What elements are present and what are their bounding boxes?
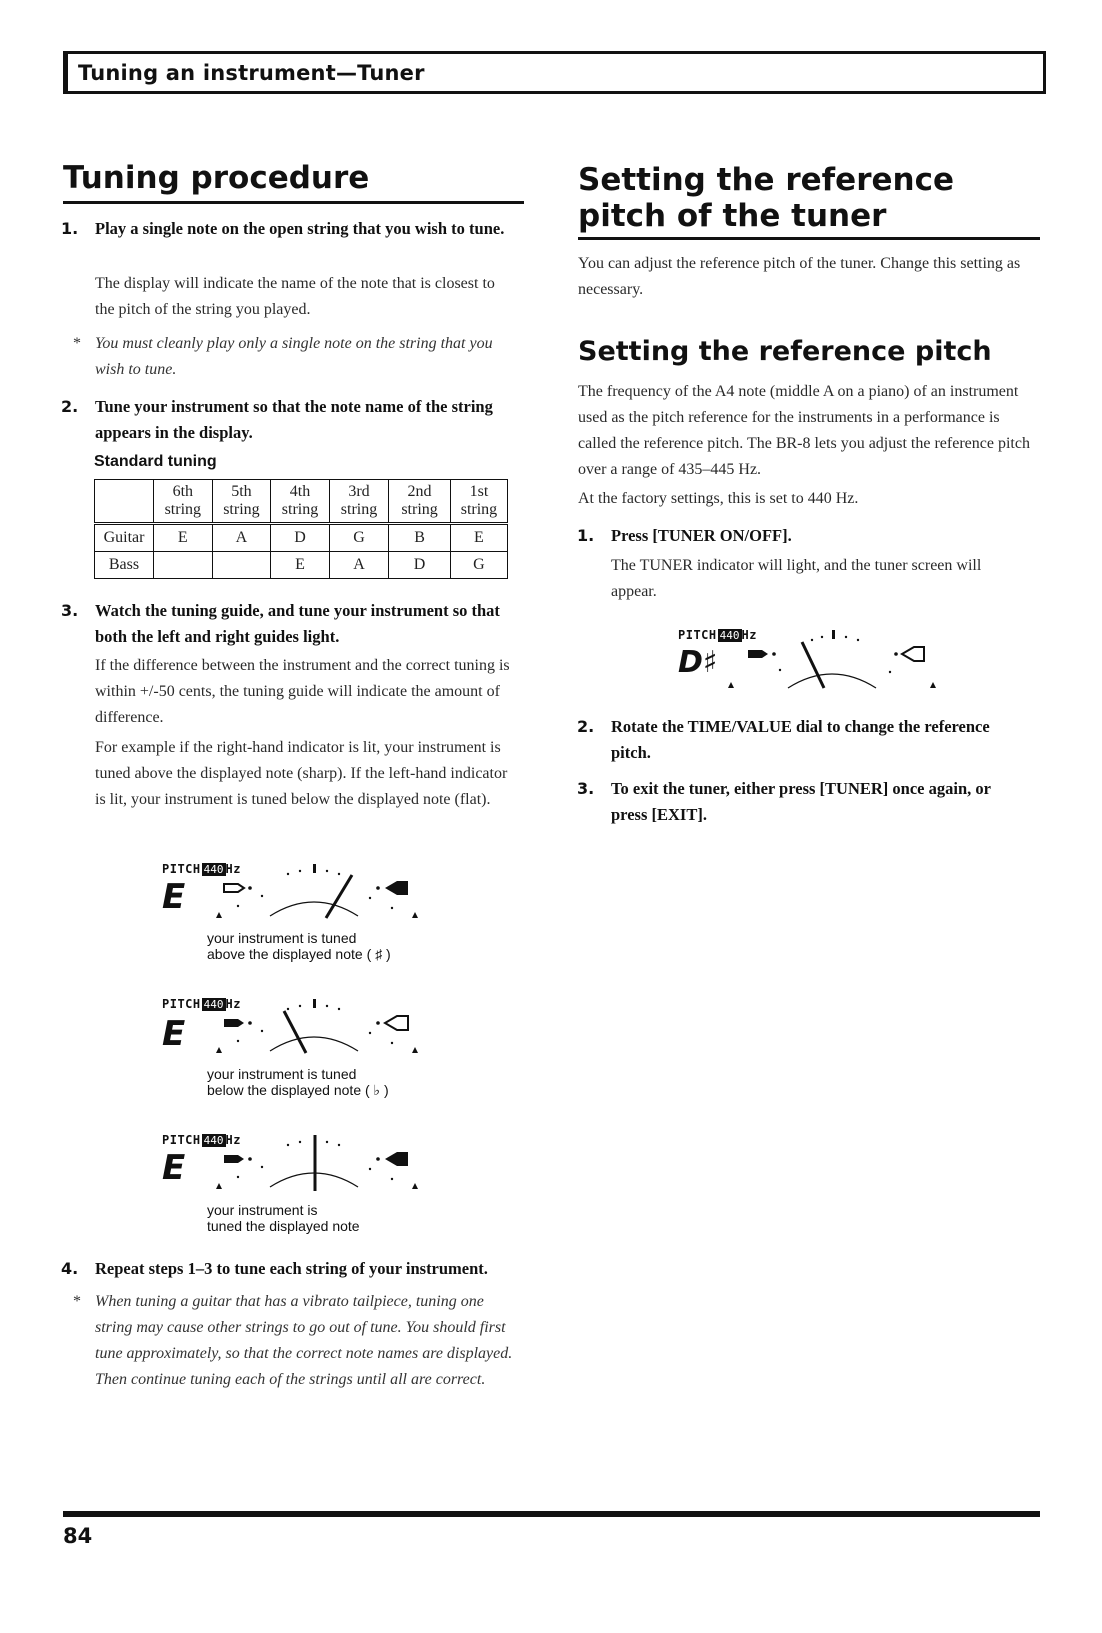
factory-setting-note: At the factory settings, this is set to 440 Hz. xyxy=(578,490,859,507)
footer-rule xyxy=(63,1511,1040,1517)
step-text: Tune your instrument so that the note name of the string appears in the display. xyxy=(95,397,493,442)
step-number: 3. xyxy=(61,601,79,620)
right-step-1-description: The TUNER indicator will light, and the tuner screen will appear. xyxy=(611,557,982,600)
tuning-guide-icon xyxy=(202,1129,432,1199)
table-cell: E xyxy=(271,552,330,579)
tuning-guide-icon xyxy=(202,858,432,928)
step-text: Rotate the TIME/VALUE dial to change the reference pitch. xyxy=(611,717,990,762)
tuner-note: E xyxy=(162,877,186,917)
table-cell xyxy=(154,552,213,579)
table-cell: Guitar xyxy=(95,524,154,552)
table-cell: D xyxy=(389,552,451,579)
table-cell: E xyxy=(450,524,507,552)
section-header-title: Tuning an instrument—Tuner xyxy=(78,61,425,85)
table-header-cell: 5th string xyxy=(212,480,271,524)
pitch-unit: Hz xyxy=(225,997,241,1011)
step-number: 2. xyxy=(577,717,595,736)
standard-tuning-heading: Standard tuning xyxy=(94,453,217,470)
tuner-note: D♯ xyxy=(678,645,718,680)
step-text: Press [TUNER ON/OFF]. xyxy=(611,526,792,545)
pitch-value: 440 xyxy=(203,998,224,1011)
tuner-note: E xyxy=(162,1014,186,1054)
pitch-label: PITCH xyxy=(162,997,201,1011)
tuner-caption-line2: tuned the displayed note xyxy=(207,1218,360,1234)
step-text: Watch the tuning guide, and tune your instrument so that both the left and right guides light. xyxy=(95,601,500,646)
pitch-unit: Hz xyxy=(225,1133,241,1147)
tuner-caption-line2: above the displayed note ( ♯ ) xyxy=(207,946,391,962)
right-step-3 xyxy=(577,776,1031,828)
pitch-value: 440 xyxy=(203,1134,224,1147)
step-number: 4. xyxy=(61,1259,79,1278)
table-header-cell: 4th string xyxy=(271,480,330,524)
tuner-caption-line2: below the displayed note ( ♭ ) xyxy=(207,1082,389,1098)
step-text: Play a single note on the open string that you wish to tune. xyxy=(95,219,505,238)
pitch-label: PITCH xyxy=(678,628,717,642)
table-header-cell: 1st string xyxy=(450,480,507,524)
standard-tuning-table xyxy=(94,479,508,579)
table-header-cell: 6th string xyxy=(154,480,213,524)
note-text: You must cleanly play only a single note on the string that you wish to tune. xyxy=(95,335,493,378)
page-number: 84 xyxy=(63,1524,93,1548)
table-cell xyxy=(212,552,271,579)
setting-reference-pitch-subtitle: Setting the reference pitch xyxy=(578,336,992,367)
step-number: 3. xyxy=(577,779,595,798)
step-number: 1. xyxy=(61,219,79,238)
right-step-2 xyxy=(577,714,1031,766)
table-cell: A xyxy=(212,524,271,552)
note-text: When tuning a guitar that has a vibrato tailpiece, tuning one string may cause other strings to go out of tune. You should first tune approximately, so that the correct note names are displayed. Then continue tuning each of the strings until all are correct. xyxy=(95,1293,513,1388)
note-asterisk: * xyxy=(73,1293,81,1310)
title-rule-right xyxy=(578,237,1040,240)
pitch-unit: Hz xyxy=(741,628,757,642)
step-number: 1. xyxy=(577,526,595,545)
step-3 xyxy=(61,598,525,650)
step-3-description-2: For example if the right-hand indicator is lit, your instrument is tuned above the displayed note (sharp). If the left-hand indicator is lit, your instrument is tuned below the displayed note (flat). xyxy=(95,739,508,808)
tuning-procedure-title: Tuning procedure xyxy=(63,160,370,196)
tuner-display-reference xyxy=(678,624,948,696)
table-row xyxy=(95,552,508,579)
step-1 xyxy=(61,216,525,242)
table-cell: Bass xyxy=(95,552,154,579)
tuning-guide-icon xyxy=(202,993,432,1063)
reference-pitch-intro: You can adjust the reference pitch of the tuner. Change this setting as necessary. xyxy=(578,255,1021,298)
table-row xyxy=(95,524,508,552)
note-asterisk: * xyxy=(73,335,81,352)
step-3-description-1: If the difference between the instrument and the correct tuning is within +/-50 cents, the tuning guide will indicate the amount of difference. xyxy=(95,657,510,726)
pitch-value: 440 xyxy=(203,863,224,876)
reference-pitch-title: Setting the reference pitch of the tuner xyxy=(578,162,954,234)
title-rule-left xyxy=(63,201,524,204)
pitch-label: PITCH xyxy=(162,862,201,876)
table-header-cell: 3rd string xyxy=(329,480,388,524)
table-header-cell: 2nd string xyxy=(389,480,451,524)
pitch-label: PITCH xyxy=(162,1133,201,1147)
step-1-description: The display will indicate the name of the note that is closest to the pitch of the string you played. xyxy=(95,275,495,318)
table-header-row xyxy=(95,480,508,524)
right-step-1 xyxy=(577,523,1031,549)
table-cell: A xyxy=(329,552,388,579)
tuning-guide-icon xyxy=(702,624,942,694)
table-cell: E xyxy=(154,524,213,552)
step-1-note xyxy=(73,331,515,383)
table-cell: D xyxy=(271,524,330,552)
step-text: Repeat steps 1–3 to tune each string of your instrument. xyxy=(95,1259,488,1278)
pitch-unit: Hz xyxy=(225,862,241,876)
pitch-value: 440 xyxy=(719,629,740,642)
step-2 xyxy=(61,394,515,446)
tuner-caption-line1: your instrument is tuned xyxy=(207,930,357,946)
section-header-box xyxy=(63,51,1046,94)
tuner-caption-line1: your instrument is xyxy=(207,1202,318,1218)
tuner-display-in-tune xyxy=(162,1129,432,1239)
table-cell: B xyxy=(389,524,451,552)
table-cell: G xyxy=(329,524,388,552)
tuner-display-flat xyxy=(162,993,432,1103)
table-header-cell xyxy=(95,480,154,524)
table-cell: G xyxy=(450,552,507,579)
tuner-caption-line1: your instrument is tuned xyxy=(207,1066,357,1082)
step-4-note xyxy=(73,1289,520,1393)
tuner-display-sharp xyxy=(162,858,432,968)
reference-pitch-description: The frequency of the A4 note (middle A on a piano) of an instrument used as the pitch reference for the instruments in a performance is called the reference pitch. The BR-8 lets you adjust the reference pitch over a range of 435–445 Hz. xyxy=(578,383,1030,478)
step-4 xyxy=(61,1256,535,1282)
step-number: 2. xyxy=(61,397,79,416)
tuner-note: E xyxy=(162,1148,186,1188)
step-text: To exit the tuner, either press [TUNER] once again, or press [EXIT]. xyxy=(611,779,991,824)
